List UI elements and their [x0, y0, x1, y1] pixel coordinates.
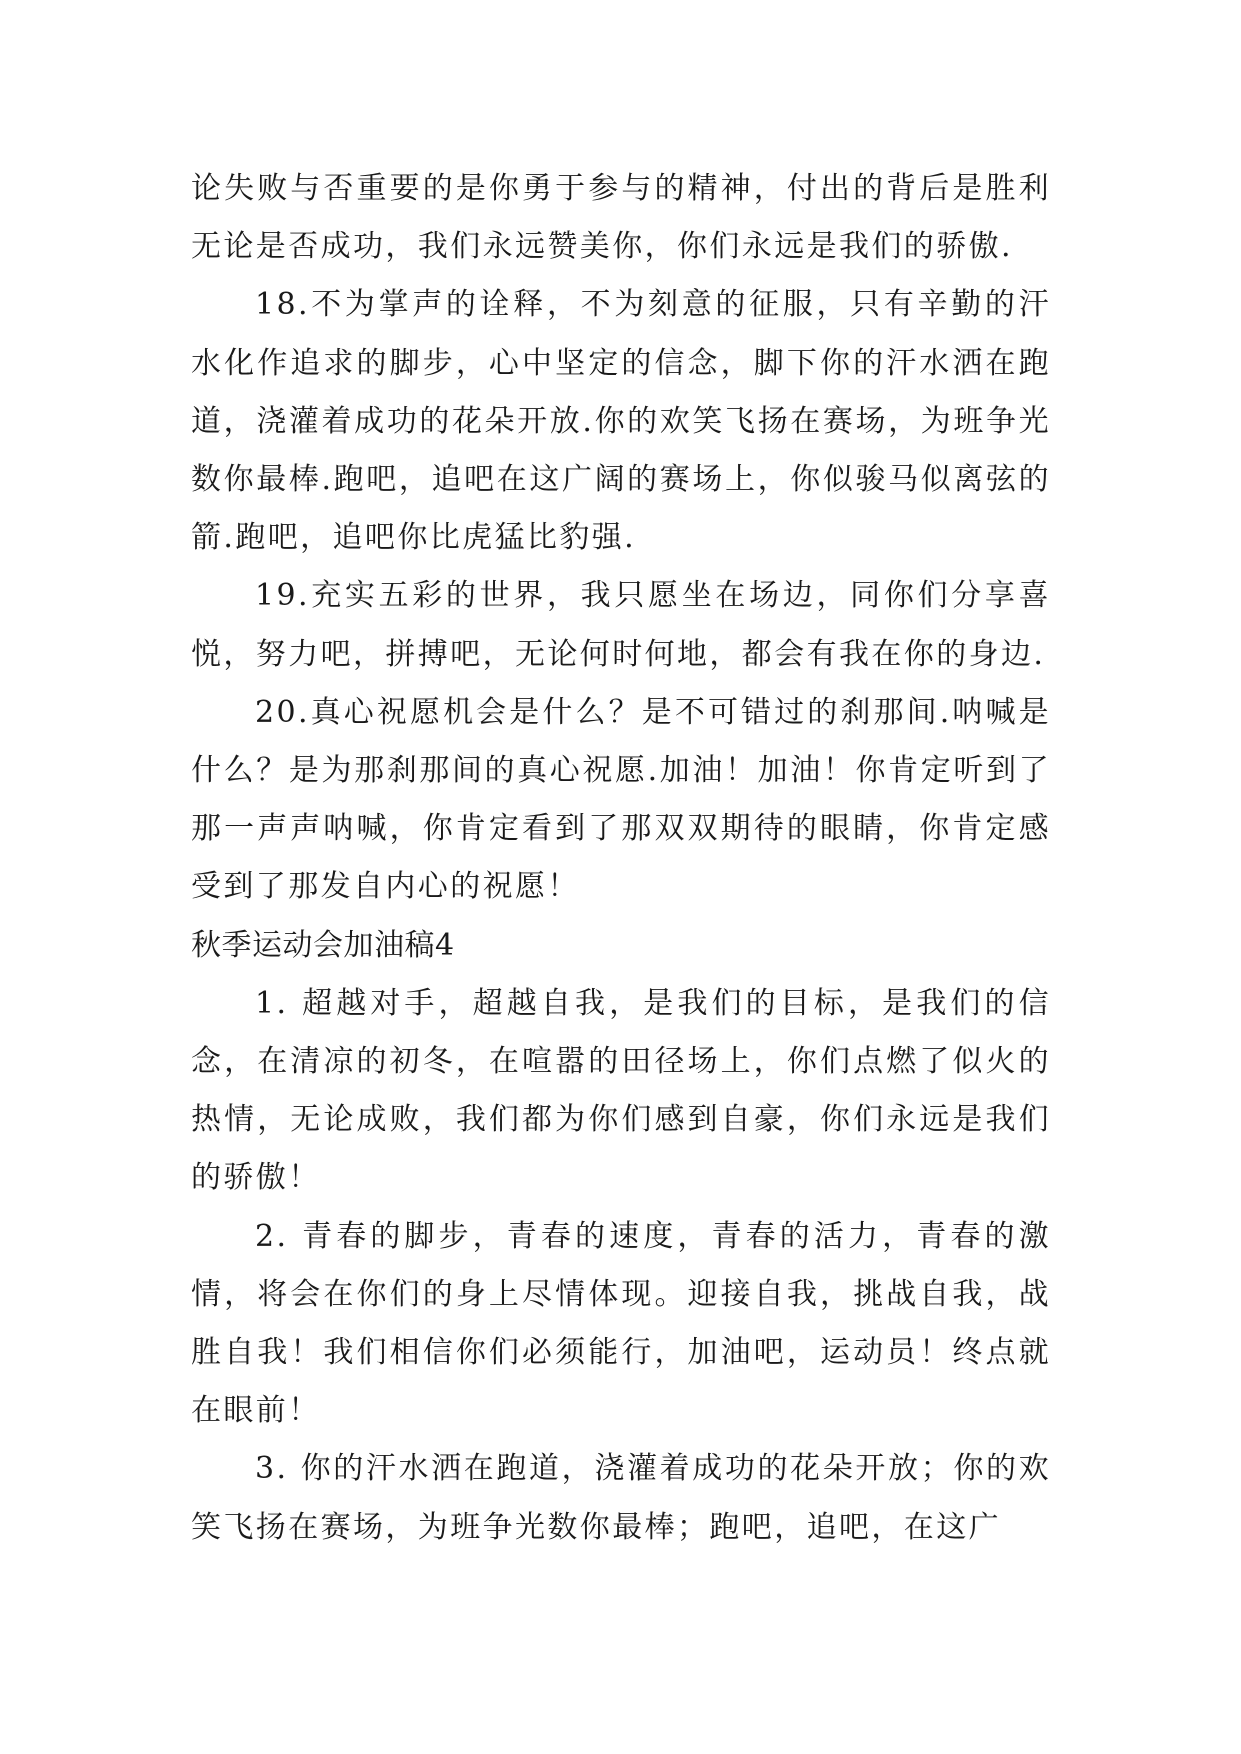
- paragraph-item-2: 2. 青春的脚步，青春的速度，青春的活力，青春的激情，将会在你们的身上尽情体现。迎接自我，挑战自我，战胜自我！我们相信你们必须能行，加油吧，运动员！终点就在眼前！: [191, 1218, 1051, 1429]
- paragraph-continuation: 论失败与否重要的是你勇于参与的精神，付出的背后是胜利无论是否成功，我们永远赞美你，你们永远是我们的骄傲.: [191, 171, 1051, 265]
- paragraph-item-20: 20.真心祝愿机会是什么？是不可错过的刹那间.呐喊是什么？是为那刹那间的真心祝愿.加油！加油！你肯定听到了那一声声呐喊，你肯定看到了那双双期待的眼睛，你肯定感受到了那发自内心的祝愿！: [191, 694, 1051, 905]
- section-heading: 秋季运动会加油稿4: [191, 927, 455, 963]
- paragraph-item-19: 19.充实五彩的世界，我只愿坐在场边，同你们分享喜悦，努力吧，拼搏吧，无论何时何地，都会有我在你的身边.: [191, 578, 1051, 672]
- paragraph-item-1: 1. 超越对手，超越自我，是我们的目标，是我们的信念，在清凉的初冬，在喧嚣的田径场上，你们点燃了似火的热情，无论成败，我们都为你们感到自豪，你们永远是我们的骄傲！: [191, 985, 1051, 1196]
- paragraph-item-3: 3. 你的汗水洒在跑道，浇灌着成功的花朵开放；你的欢笑飞扬在赛场，为班争光数你最棒；跑吧，追吧，在这广: [191, 1451, 1051, 1545]
- paragraph-item-18: 18.不为掌声的诠释，不为刻意的征服，只有辛勤的汗水化作追求的脚步，心中坚定的信念，脚下你的汗水洒在跑道，浇灌着成功的花朵开放.你的欢笑飞扬在赛场，为班争光数你最棒.跑吧，追吧在这广阔的赛场上，你似骏马似离弦的箭.跑吧，追吧你比虎猛比豹强.: [191, 287, 1051, 556]
- document-body: [191, 160, 1051, 1557]
